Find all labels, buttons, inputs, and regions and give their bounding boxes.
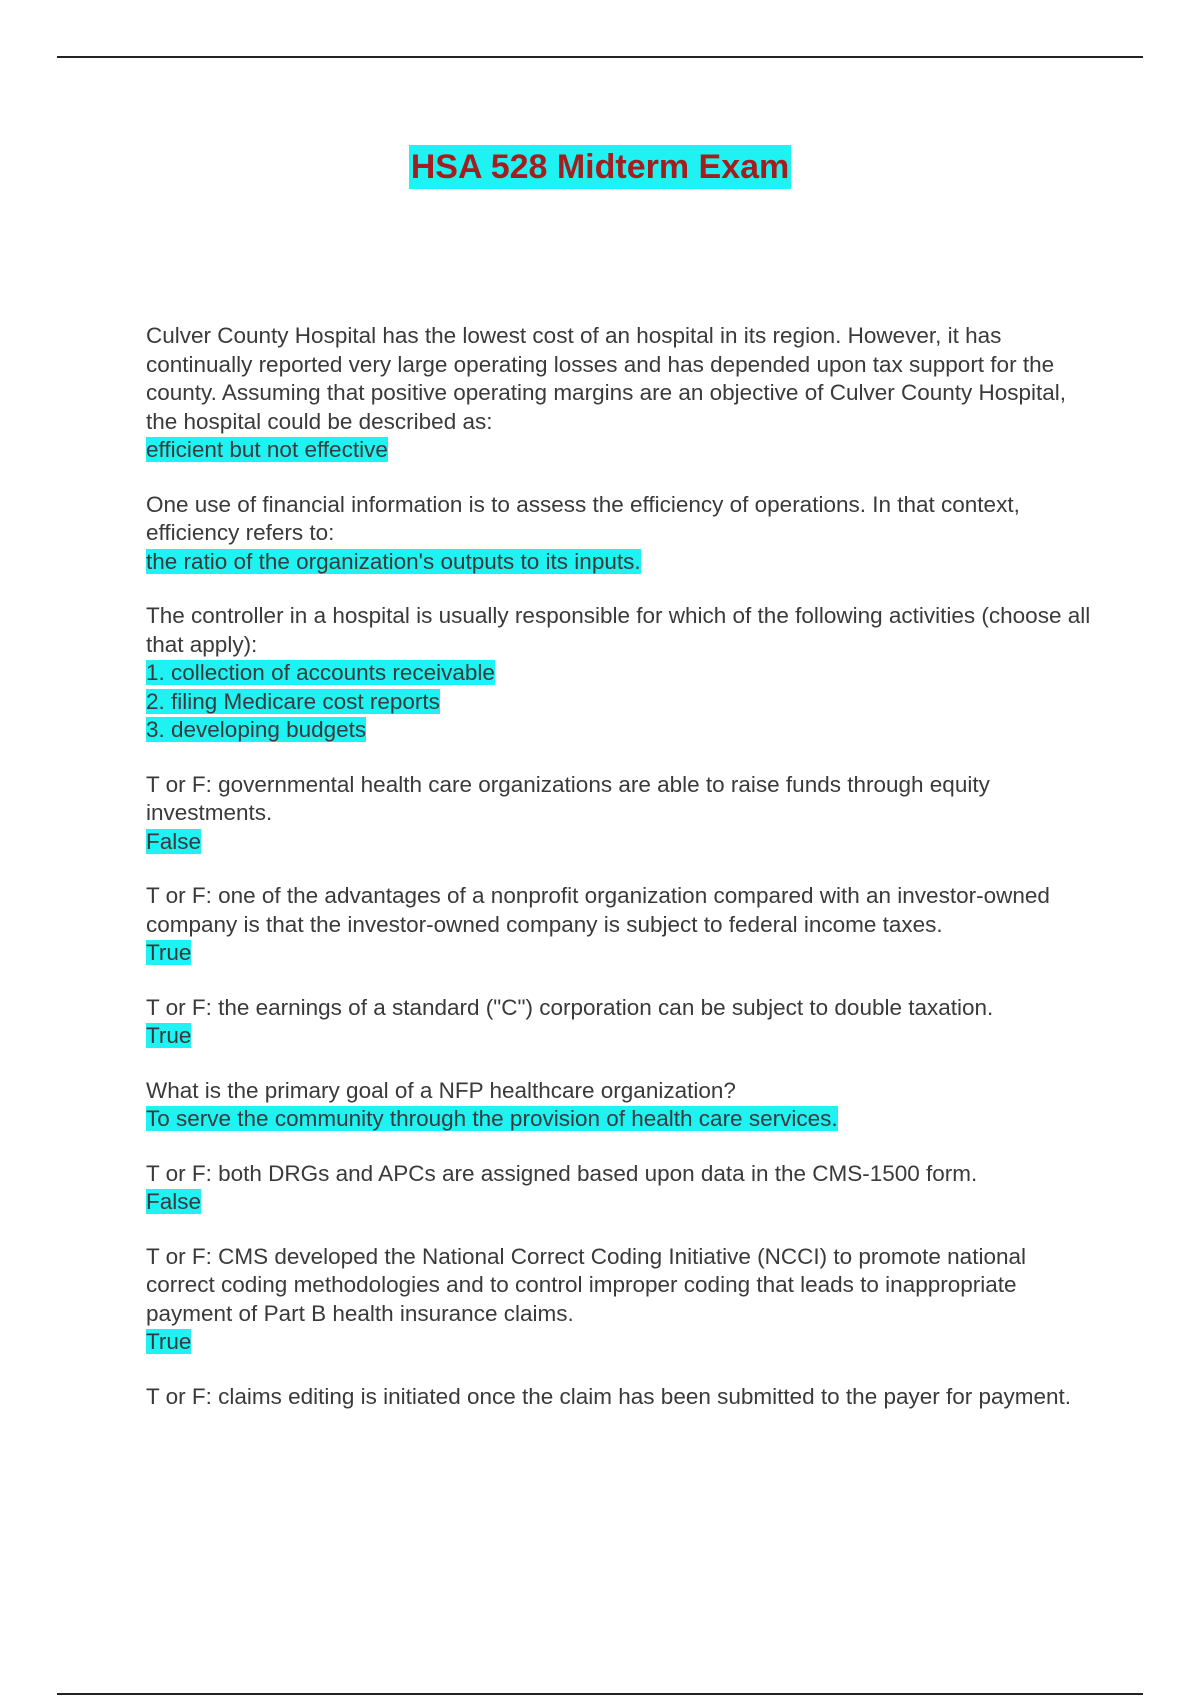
answer-line [146, 1105, 1096, 1134]
question-text: T or F: claims editing is initiated once the claim has been submitted to the payer for payment. [146, 1383, 1072, 1409]
highlighted-answer: the ratio of the organization's outputs to its inputs. [146, 548, 641, 574]
question-text: T or F: the earnings of a standard ("C") corporation can be subject to double taxation. [146, 994, 994, 1020]
question-block [146, 771, 1096, 857]
question-text: T or F: one of the advantages of a nonprofit organization compared with an investor-owned company is that the investor-owned company is subject to federal income taxes. [146, 883, 1050, 937]
question-block [146, 1243, 1096, 1357]
top-rule [57, 56, 1143, 58]
highlighted-answer: efficient but not effective [146, 437, 388, 462]
highlighted-answer: False [146, 828, 202, 854]
answer-line [146, 1022, 1096, 1051]
answer-line [146, 548, 1096, 577]
question-text: T or F: CMS developed the National Correct Coding Initiative (NCCI) to promote national correct coding methodologies and to control improper coding that leads to inappropriate payment of Part B health insurance claims. [146, 1243, 1026, 1326]
answer-line [146, 688, 1096, 717]
highlighted-answer: True [146, 1023, 192, 1048]
question-block [146, 602, 1096, 745]
highlighted-answer: To serve the community through the provision of health care services. [146, 1106, 838, 1131]
answer-line [146, 716, 1096, 745]
answer-line [146, 939, 1096, 968]
question-block [146, 491, 1096, 577]
question-block [146, 1383, 1096, 1412]
highlighted-answer: 3. developing budgets [146, 717, 367, 742]
page-title: HSA 528 Midterm Exam [409, 145, 792, 189]
question-block [146, 882, 1096, 968]
question-text: Culver County Hospital has the lowest cost of an hospital in its region. However, it has continually reported very large operating losses and has depended upon tax support for the county. Assuming that positive operating margins are an objective of Culver County Hospital, the hospital could be described as: [146, 323, 1067, 434]
answer-line [146, 436, 1096, 465]
answer-line [146, 1188, 1096, 1217]
exam-content [146, 322, 1096, 1437]
highlighted-answer: True [146, 1329, 192, 1354]
question-block [146, 322, 1096, 465]
question-text: The controller in a hospital is usually responsible for which of the following activities (choose all that apply): [146, 603, 1091, 657]
question-text: One use of financial information is to assess the efficiency of operations. In that context, efficiency refers to: [146, 491, 1020, 545]
question-text: What is the primary goal of a NFP healthcare organization? [146, 1077, 736, 1103]
highlighted-answer: 2. filing Medicare cost reports [146, 688, 440, 714]
answer-line [146, 1328, 1096, 1357]
title-container [0, 145, 1200, 189]
question-text: T or F: governmental health care organizations are able to raise funds through equity investments. [146, 771, 990, 825]
question-block [146, 994, 1096, 1051]
question-block [146, 1077, 1096, 1134]
highlighted-answer: False [146, 1189, 202, 1214]
question-block [146, 1160, 1096, 1217]
bottom-rule [57, 1693, 1143, 1695]
answer-line [146, 659, 1096, 688]
answer-line [146, 828, 1096, 857]
highlighted-answer: True [146, 940, 192, 965]
question-text: T or F: both DRGs and APCs are assigned based upon data in the CMS-1500 form. [146, 1160, 978, 1186]
highlighted-answer: 1. collection of accounts receivable [146, 660, 495, 685]
